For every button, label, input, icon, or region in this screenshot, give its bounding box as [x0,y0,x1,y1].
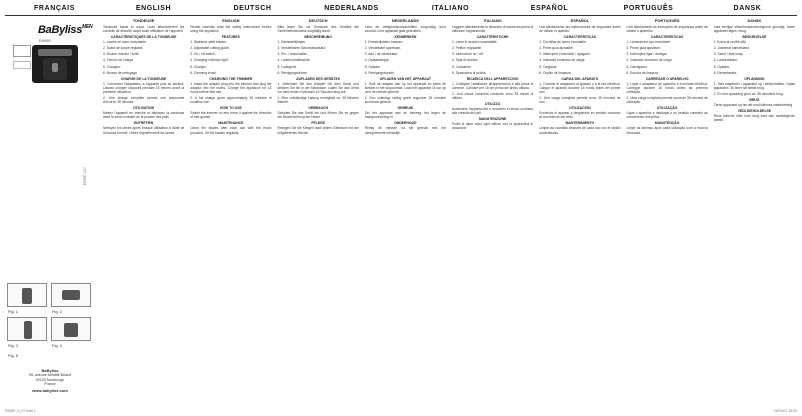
language-column [450,17,535,405]
paragraph: 6. Escova de limpeza. [626,70,659,75]
section-heading: BESKRIVELSE [742,35,767,40]
section-heading: HOW TO USE [219,106,242,111]
section-heading: CARACTÉRISTIQUES DE LA TONDEUSE [110,35,177,40]
language-heading: ESPAÑOL [530,5,569,12]
paragraph: 2. Una carica completa consente circa 35 minuti di utilizzo. [452,91,534,101]
paragraph: 3. Tænd / sluk knap. [713,52,744,57]
section-heading: CARGA DEL APARATO [561,76,599,81]
paragraph: 5. Oplader. [713,64,730,69]
language-heading: PORTUGUÊS [623,5,674,12]
paragraph: 1. Sluit de adapter aan op het apparaat en steek de stekker in het stopcontact. Laad het apparaat 16 uur op vóór het eerste gebruik. [364,81,446,94]
section-heading: RICARICA DELL'APPARECCHIO [466,76,519,81]
language-column [101,17,186,405]
section-heading: GEBRAUCH [308,106,328,111]
paragraph: 4. Témoin de charge. [103,58,135,63]
language-heading: FRANÇAIS [34,5,75,12]
language-heading: DEUTSCH [233,5,272,12]
column-title: DANSK [747,18,762,23]
paragraph: 1. Lames en acier inoxydable. [103,40,147,45]
paragraph: 1. Verbinden Sie den Adapter mit dem Gerät und stecken Sie ihn in die Steckdose. Laden Sie das Gerät vor dem ersten Gebrauch 16 Stunden lang auf. [277,81,359,94]
paragraph: 4. Oplaadlampje. [364,58,390,63]
section-heading: UTILIZACIÓN [569,106,591,111]
paragraph: 6. Cepillo de limpieza. [539,70,572,75]
section-heading: CHARGING THE TRIMMER [209,76,253,81]
thumbnail-box [13,45,31,57]
vertical-code: E695E 1/07 [83,167,87,186]
trimmer-switch [52,63,58,72]
section-heading: CHARGE DE LA TONDEUSE [120,76,167,81]
language-column [276,17,361,405]
paragraph: Tænd apparatet og før det mod hårenes vækstretning. [713,103,794,108]
section-heading: KENMERKEN [394,35,417,40]
section-heading: OPLADEN VAN HET APPARAAT [379,76,432,81]
paragraph: 1. Edelstahlklingen. [277,40,307,45]
section-heading: MANUTENÇÃO [654,121,680,126]
figure-4 [51,317,91,341]
figure-1-shape [22,288,32,304]
column-title: ESPAÑOL [570,18,590,23]
paragraph: 2. Una carga completa permite unos 35 minutos de uso. [539,96,621,105]
language-heading: NEDERLANDS [324,5,379,12]
paragraph: Mettez l'appareil en marche et déplacez la tondeuse dans le sens contraire de la pousse des poils. [103,111,185,120]
language-heading: ITALIANO [431,5,470,12]
language-columns [101,17,797,405]
paragraph: Ligue o aparelho e desloque-o no sentido contrário ao crescimento dos pêlos. [626,111,708,120]
header-divider [5,15,797,16]
paragraph: 2. Sabot de coupe réglable. [103,46,144,51]
language-column [625,17,710,405]
section-heading: GEBRUIK [397,106,414,111]
column-title: PORTUGUÊS [654,18,680,23]
section-heading: CARACTERÍSTICAS [650,35,684,40]
paragraph: 2. Une charge complète permet une autonomie d'environ 35 minutes. [103,96,185,105]
figure-3-label: Fig. 3 [8,343,19,348]
paragraph: Rens knivene efter hver brug med den medfølgende børste. [713,114,795,123]
column-title: DEUTSCH [308,18,328,23]
company-url[interactable]: www.babyliss.com [32,388,68,394]
section-heading: MANUTENZIONE [478,117,507,122]
paragraph: 3. On / off switch. [190,52,216,57]
language-column [188,17,273,405]
paragraph: 6. Reinigingsborstel. [364,70,395,75]
section-heading: BESCHREIBUNG [304,35,332,40]
footer-date: 24/01/07 15:53 [773,409,797,413]
paragraph: 1. Conecte el adaptador al aparato y a la red eléctrica. Cargue el aparato durante 16 horas antes del primer uso. [539,81,621,94]
paragraph: 2. Peine guía ajustable. [539,46,574,51]
paragraph: Leggere attentamente le istruzioni di sicurezza prima di utilizzare l'apparecchio. [452,25,534,34]
paragraph: Limpe as lâminas após cada utilização com a escova fornecida. [626,126,708,135]
paragraph: 4. Ladekontrollleuchte. [277,58,311,63]
paragraph: 6. Rensebørste. [713,70,738,75]
language-column [363,17,448,405]
paragraph: 3. Interruttore on / off. [452,52,484,57]
paragraph: 1. Ligue o adaptador ao aparelho e à tomada eléctrica. Carregue durante 16 horas antes da primeira utilização. [626,81,708,94]
paragraph: Switch the trimmer on and move it against the direction of hair growth. [190,111,272,120]
paragraph: Tondeuse barbe et corps. Lisez attentivement les conseils de sécurité avant toute utilisation de l'appareil. [103,25,185,34]
paragraph: 1. Collegare l'adattatore all'apparecchio e alla presa di corrente. Caricare per 16 ore prima del primo utilizzo. [452,81,534,90]
paragraph: 5. Chargeur. [103,64,122,69]
paragraph: Læs venligst sikkerhedsanvisningerne grundigt, inden apparatet tages i brug. [713,25,795,34]
paragraph: 2. Verstelbare opzetkam. [364,46,402,51]
figure-4-shape [64,323,78,337]
column-title: ITALIANO [483,18,502,23]
language-heading: ENGLISH [135,5,172,12]
paragraph: 4. Spia di ricarica. [452,58,479,63]
paragraph: Reinigen Sie die Klingen nach jedem Gebrauch mit der mitgelieferten Bürste. [277,126,359,135]
paragraph: 6. Reinigungsbürste. [277,70,308,75]
paragraph: 1. Roestvrijstalen messen. [364,40,404,45]
section-heading: UTILIZAÇÃO [656,106,678,111]
paragraph: 6. Brosse de nettoyage. [103,70,138,75]
paragraph: 1. Connectez l'adaptateur à l'appareil puis au secteur. Laissez charger l'appareil pendant 16 heures avant la première utilisation. [103,81,185,94]
section-heading: CARATTERISTICHE [476,35,509,40]
paragraph: 2. Justerbar kamafstand. [713,46,751,51]
paragraph: Zet het apparaat aan en beweeg het tegen de haargroeirichting in. [364,111,446,120]
paragraph: 4. Indicador luminoso de carga. [626,58,673,63]
cover-panel [5,17,96,409]
paragraph: Limpie las cuchillas después de cada uso con el cepillo suministrado. [539,126,621,135]
paragraph: Please carefully read the safety instructions before using the appliance. [190,25,272,34]
paragraph: 5. Carregador. [626,64,648,69]
section-heading: UTILISATION [133,106,155,111]
figure-5-label: Fig. 5 [8,353,19,358]
paragraph: 5. Oplader. [364,64,381,69]
section-heading: FEATURES [221,35,240,40]
paragraph: 2. Pettine regolabile. [452,46,483,51]
footer-file: E695E_1_07.indd 1 [5,409,36,413]
paragraph: 2. Eine vollständige Ladung ermöglicht ca. 35 Minuten Betrieb. [277,96,359,105]
paragraph: 1. Insert the adaptor plug into the trimmer and plug the adaptor into the mains. Charge the appliance for 16 hours before first use. [190,81,272,94]
paragraph: 1. Lame in acciaio inossidabile. [452,40,498,45]
paragraph: 3. Interruptor ligar / desligar. [626,52,668,57]
paragraph: Leia atentamente as instruções de segurança antes de utilizar o aparelho. [626,25,708,34]
section-heading: ENTRETIEN [134,121,154,126]
paragraph: Nettoyez les lames après chaque utilisation à l'aide de la brosse fournie. Huilez régulièrement les lames. [103,126,185,135]
figure-3 [7,317,47,341]
language-heading: DANSK [733,5,762,12]
paragraph: 5. Cargador. [539,64,558,69]
figure-2-label: Fig. 2 [52,309,63,314]
figure-3-shape [24,321,32,339]
figure-1 [7,283,47,307]
column-title: ENGLISH [222,18,240,23]
paragraph: 1. Cuchillas de acero inoxidable. [539,40,587,45]
thumbnail-box-small [13,61,31,69]
paragraph: Bitte lesen Sie vor Gebrauch des Gerätes die Sicherheitshinweise sorgfältig durch. [277,25,359,34]
paragraph: Lees de veiligheidsvoorschriften zorgvuldig door voordat u het apparaat gaat gebruiken. [364,25,446,34]
paragraph: 4. Indicador luminoso de carga. [539,58,586,63]
print-footer [5,409,797,415]
paragraph: Pulire le lame dopo ogni utilizzo con la spazzolina in dotazione. [452,122,534,131]
section-heading: CARACTERÍSTICAS [563,35,597,40]
paragraph: 1. Lâminas em aço inoxidável. [626,40,671,45]
paragraph: 3. Bouton marche / arrêt. [103,52,140,57]
paragraph: 5. Ladegerät. [277,64,297,69]
section-heading: UTILIZZO [484,102,501,107]
paragraph: 4. Charging indicator light. [190,58,229,63]
paragraph: 2. Adjustable cutting guide. [190,46,230,51]
section-heading: AUFLADEN DES GERÄTES [296,76,341,81]
paragraph: Lea atentamente las instrucciones de seguridad antes de utilizar el aparato. [539,25,621,34]
column-title: TONDEUSE [132,18,155,23]
paragraph: 1. Knive af rustfrit stål. [713,40,747,45]
brand-logo: BaByliss$^{MEN}$ [38,24,93,36]
language-column [537,17,622,405]
paragraph: 2. Uma carga completa permite cerca de 35 minutos de utilização. [626,96,708,105]
paragraph: Reinig de messen na elk gebruik met het meegeleverde borsteltje. [364,126,446,135]
section-heading: VEDLIGEHOLDELSE [737,109,772,114]
paragraph: 1. Stainless steel blades. [190,40,227,45]
paragraph: Schalten Sie das Gerät ein und führen Sie es gegen die Wuchsrichtung der Haare. [277,111,359,120]
paragraph: 2. Pente guia ajustável. [626,46,661,51]
section-heading: MANTENIMIENTO [565,121,595,126]
paragraph: 1. Sæt adapteren i apparatet og i stikkontakten. Oplad apparatet i 16 timer før første brug. [713,81,795,90]
paragraph: 4. Ladeindikator. [713,58,738,63]
paragraph: Encienda el aparato y desplácelo en sentido contrario al crecimiento del vello. [539,111,621,120]
paragraph: 3. Interruptor encendido / apagado. [539,52,591,57]
paragraph: 2. Een volledige lading geeft ongeveer 35 minuten snoerloos gebruik. [364,96,446,105]
column-title: NEDERLANDS [391,18,419,23]
paragraph: 6. Spazzolina di pulizia. [452,70,487,75]
paragraph: 2. Verstellbarer Schneideaufsatz. [277,46,326,51]
paragraph: Clean the blades after each use with the brush provided. Oil the blades regularly. [190,126,272,135]
section-heading: CARREGAR O APARELHO [645,76,689,81]
paragraph: 2. A full charge gives approximately 35 minutes of cordless use. [190,96,272,105]
section-heading: OPLADNING [744,76,765,81]
figure-2-shape [62,290,80,300]
section-heading: MAINTENANCE [218,121,244,126]
paragraph: 3. Ein- / Ausschalter. [277,52,308,57]
paragraph: 6. Cleaning brush. [190,70,218,75]
paragraph: 3. Aan / uit schakelaar. [364,52,398,57]
paragraph: 2. En fuld opladning giver ca. 35 minutters brug. [713,91,784,96]
section-heading: PFLEGE [311,121,325,126]
section-heading: ONDERHOUD [394,121,417,126]
section-heading: BRUG [749,98,760,103]
language-column [712,17,797,405]
product-image [32,45,78,83]
company-address: BaByliss 99, avenue Aristide Briand 92120 Montrouge France www.babyliss.com [15,369,85,393]
figure-1-label: Fig. 1 [8,309,19,314]
figure-4-label: Fig. 4 [52,343,63,348]
paragraph: 5. Charger. [190,64,207,69]
model-code: E695E [39,38,52,43]
figure-2 [51,283,91,307]
paragraph: 5. Caricatore. [452,64,472,69]
trimmer-blade [38,49,72,56]
language-header [5,4,797,14]
paragraph: Accendere l'apparecchio e muoverlo in senso contrario alla crescita dei peli. [452,107,534,116]
